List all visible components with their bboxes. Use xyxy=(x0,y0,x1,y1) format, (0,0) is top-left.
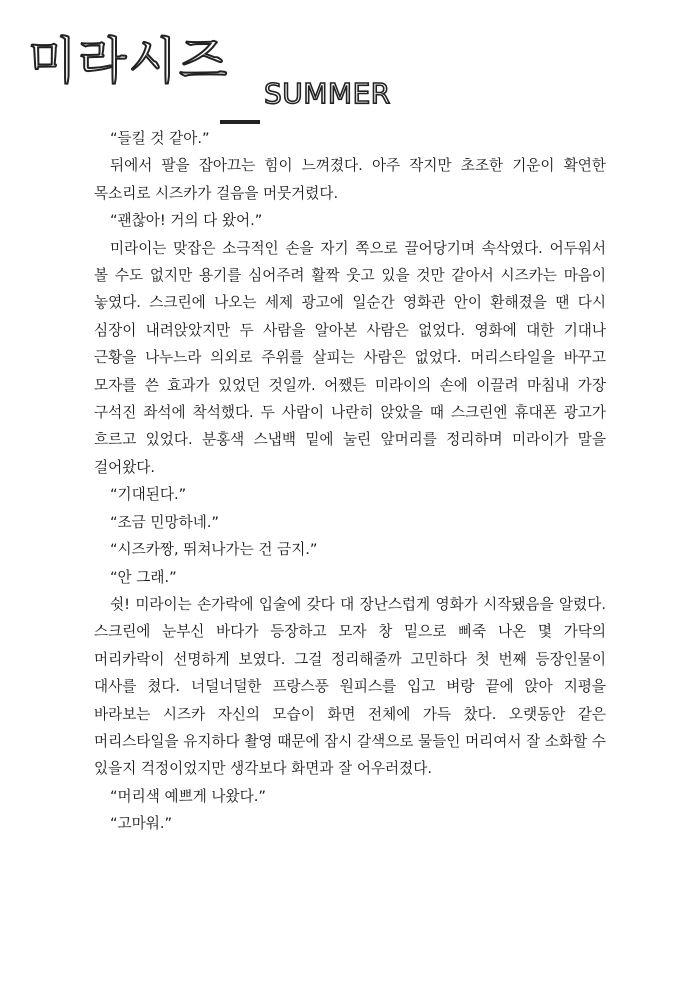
paragraph-8: “안 그래.” xyxy=(110,568,177,586)
story-body xyxy=(94,125,606,838)
paragraph-5: “기대된다.” xyxy=(110,486,187,504)
paragraph-6: “조금 민망하네.” xyxy=(110,513,219,531)
header-underscore xyxy=(220,120,260,124)
page-header xyxy=(28,28,428,108)
header-title: 미라시즈 xyxy=(28,32,230,90)
paragraph-4: 미라이는 맞잡은 소극적인 손을 자기 쪽으로 끌어당기며 속삭였다. 어두워서 볼 수도 없지만 용기를 심어주려 활짝 웃고 있을 것만 같아서 시즈카는 마음이 놓였다. 스크린에 나오는 세제 광고에 일순간 영화관 안이 환해졌을 땐 다시 심장이 내려앉았지만 두 사람을 알아본 사람은 없었다. 영화에 대한 기대나 근황을 나누느라 의외로 주위를 살피는 사람은 없었다. 머리스타일을 바꾸고 모자를 쓴 효과가 있었던 것일까. 어쨌든 미라이의 손에 이끌려 마침내 가장 구석진 좌석에 착석했다. 두 사람이 나란히 앉았을 때 스크린엔 휴대폰 광고가 흐르고 있었다. 분홍색 스냅백 밑에 눌린 앞머리를 정리하며 미라이가 말을 걸어왔다. xyxy=(94,239,606,476)
header-subtitle: SUMMER xyxy=(264,77,391,110)
paragraph-2: 뒤에서 팔을 잡아끄는 힘이 느껴졌다. 아주 작지만 초조한 기운이 확연한 목소리로 시즈카가 걸음을 머뭇거렸다. xyxy=(94,157,606,202)
paragraph-1: “들킬 것 같아.” xyxy=(110,130,210,147)
paragraph-9: 쉿! 미라이는 손가락에 입술에 갖다 대 장난스럽게 영화가 시작됐음을 알렸다. 스크린에 눈부신 바다가 등장하고 모자 창 밑으로 삐죽 나온 몇 가닥의 머리카락이 선명하게 보였다. 그걸 정리해줄까 고민하다 첫 번째 등장인물이 대사를 쳤다. 너덜너덜한 프랑스풍 원피스를 입고 벼랑 끝에 앉아 지평을 바라보는 시즈카 자신의 모습이 화면 전체에 가득 찼다. 오랫동안 같은 머리스타일을 유지하다 촬영 때문에 잠시 갈색으로 물들인 머리여서 잘 소화할 수 있을지 걱정이었지만 생각보다 화면과 잘 어우러졌다. xyxy=(94,595,606,778)
paragraph-3: “괜찮아! 거의 다 왔어.” xyxy=(110,212,263,230)
paragraph-10: “머리색 예쁘게 나왔다.” xyxy=(110,787,266,805)
paragraph-11: “고마워.” xyxy=(110,815,173,833)
paragraph-7: “시즈카짱, 뛰쳐나가는 건 금지.” xyxy=(110,541,318,559)
